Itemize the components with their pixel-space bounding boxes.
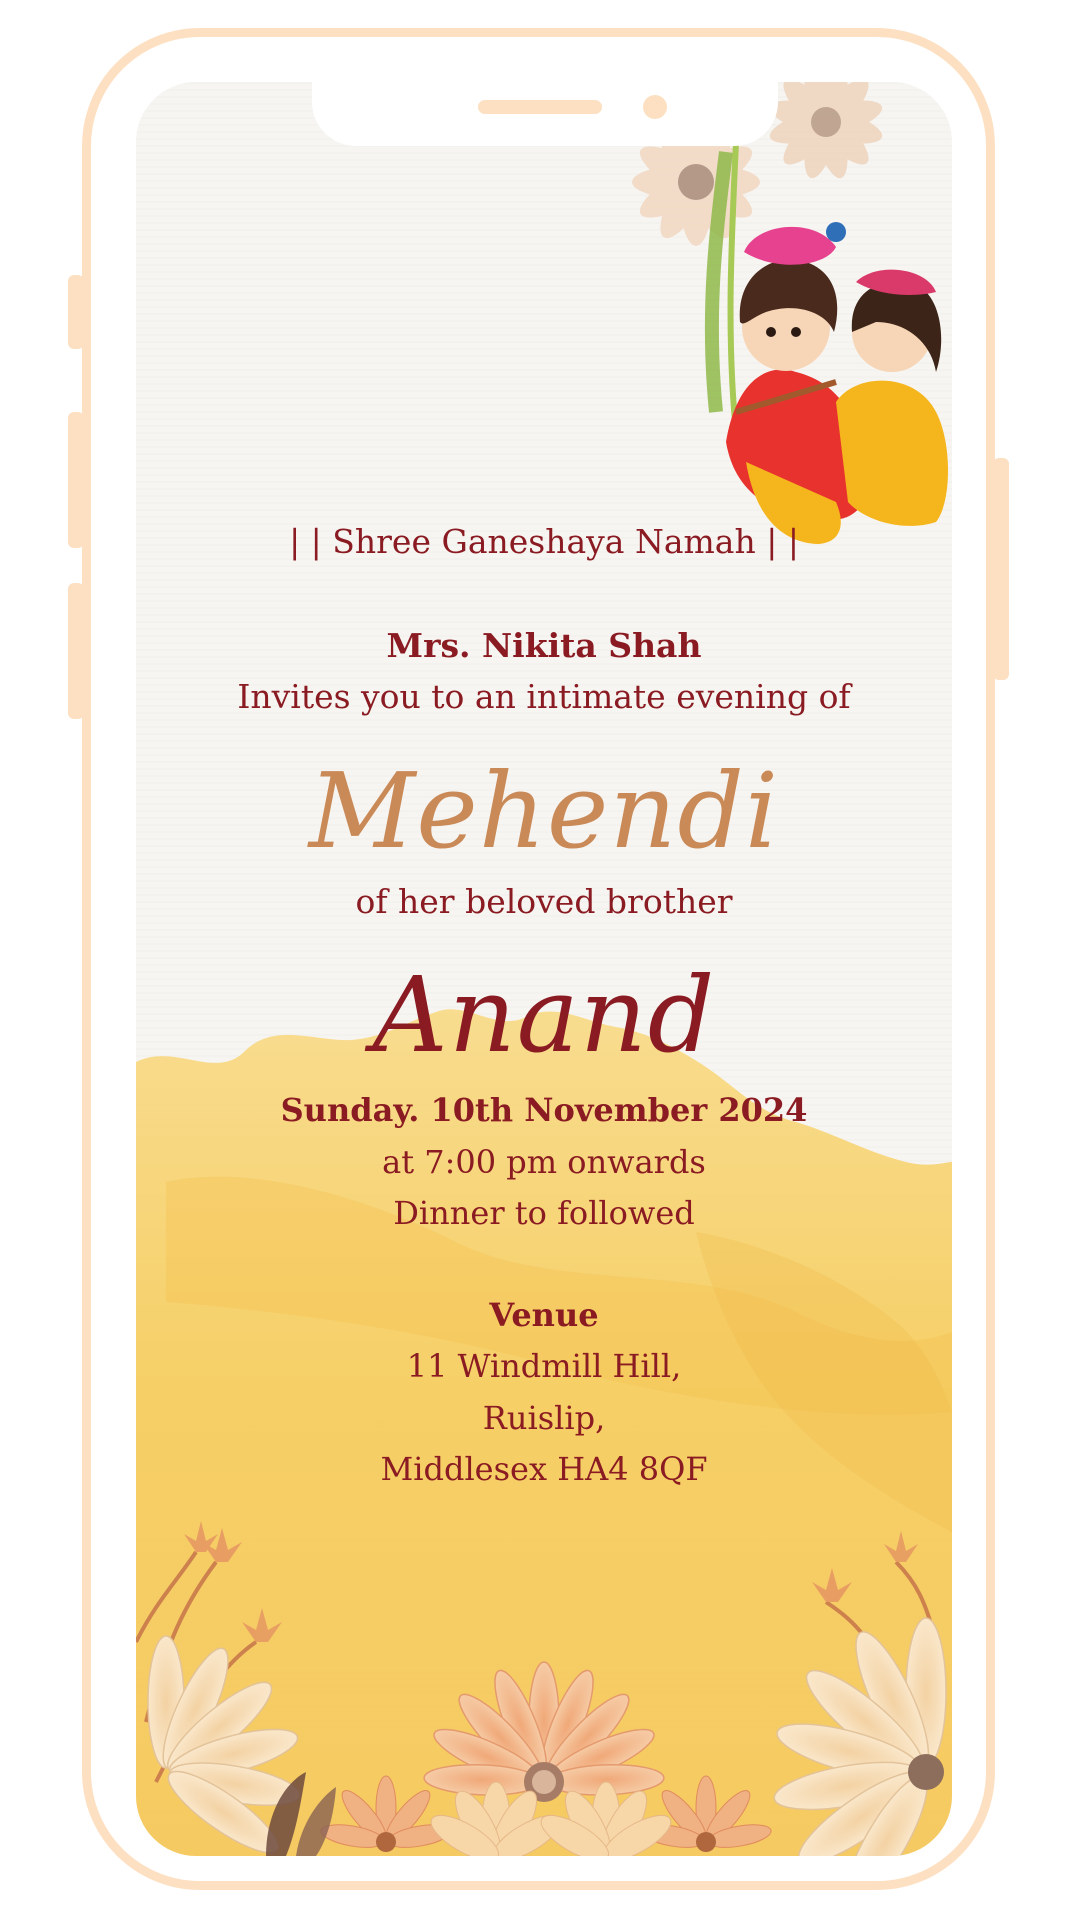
venue-address-line-3: Middlesex HA4 8QF xyxy=(380,1450,708,1488)
front-camera-icon xyxy=(643,95,667,119)
venue-label: Venue xyxy=(489,1296,599,1334)
speaker-grille xyxy=(478,100,602,114)
power-button[interactable] xyxy=(993,458,1009,680)
invite-line: Invites you to an intimate evening of xyxy=(237,677,851,716)
radha-krishna-illustration xyxy=(632,82,948,544)
honoree-name: Anand xyxy=(372,954,716,1076)
event-time: at 7:00 pm onwards xyxy=(382,1143,706,1181)
phone-notch xyxy=(312,82,778,146)
relation-line: of her beloved brother xyxy=(355,882,733,921)
blessing-text: | | Shree Ganeshaya Namah | | xyxy=(289,522,799,561)
host-name: Mrs. Nikita Shah xyxy=(386,626,702,665)
event-title: Mehendi xyxy=(308,750,780,872)
venue-address-line-1: 11 Windmill Hill, xyxy=(406,1347,682,1385)
dinner-note: Dinner to followed xyxy=(393,1194,695,1232)
event-date: Sunday. 10th November 2024 xyxy=(280,1091,808,1129)
invitation-screen xyxy=(136,82,952,1856)
venue-address-line-2: Ruislip, xyxy=(482,1399,606,1437)
